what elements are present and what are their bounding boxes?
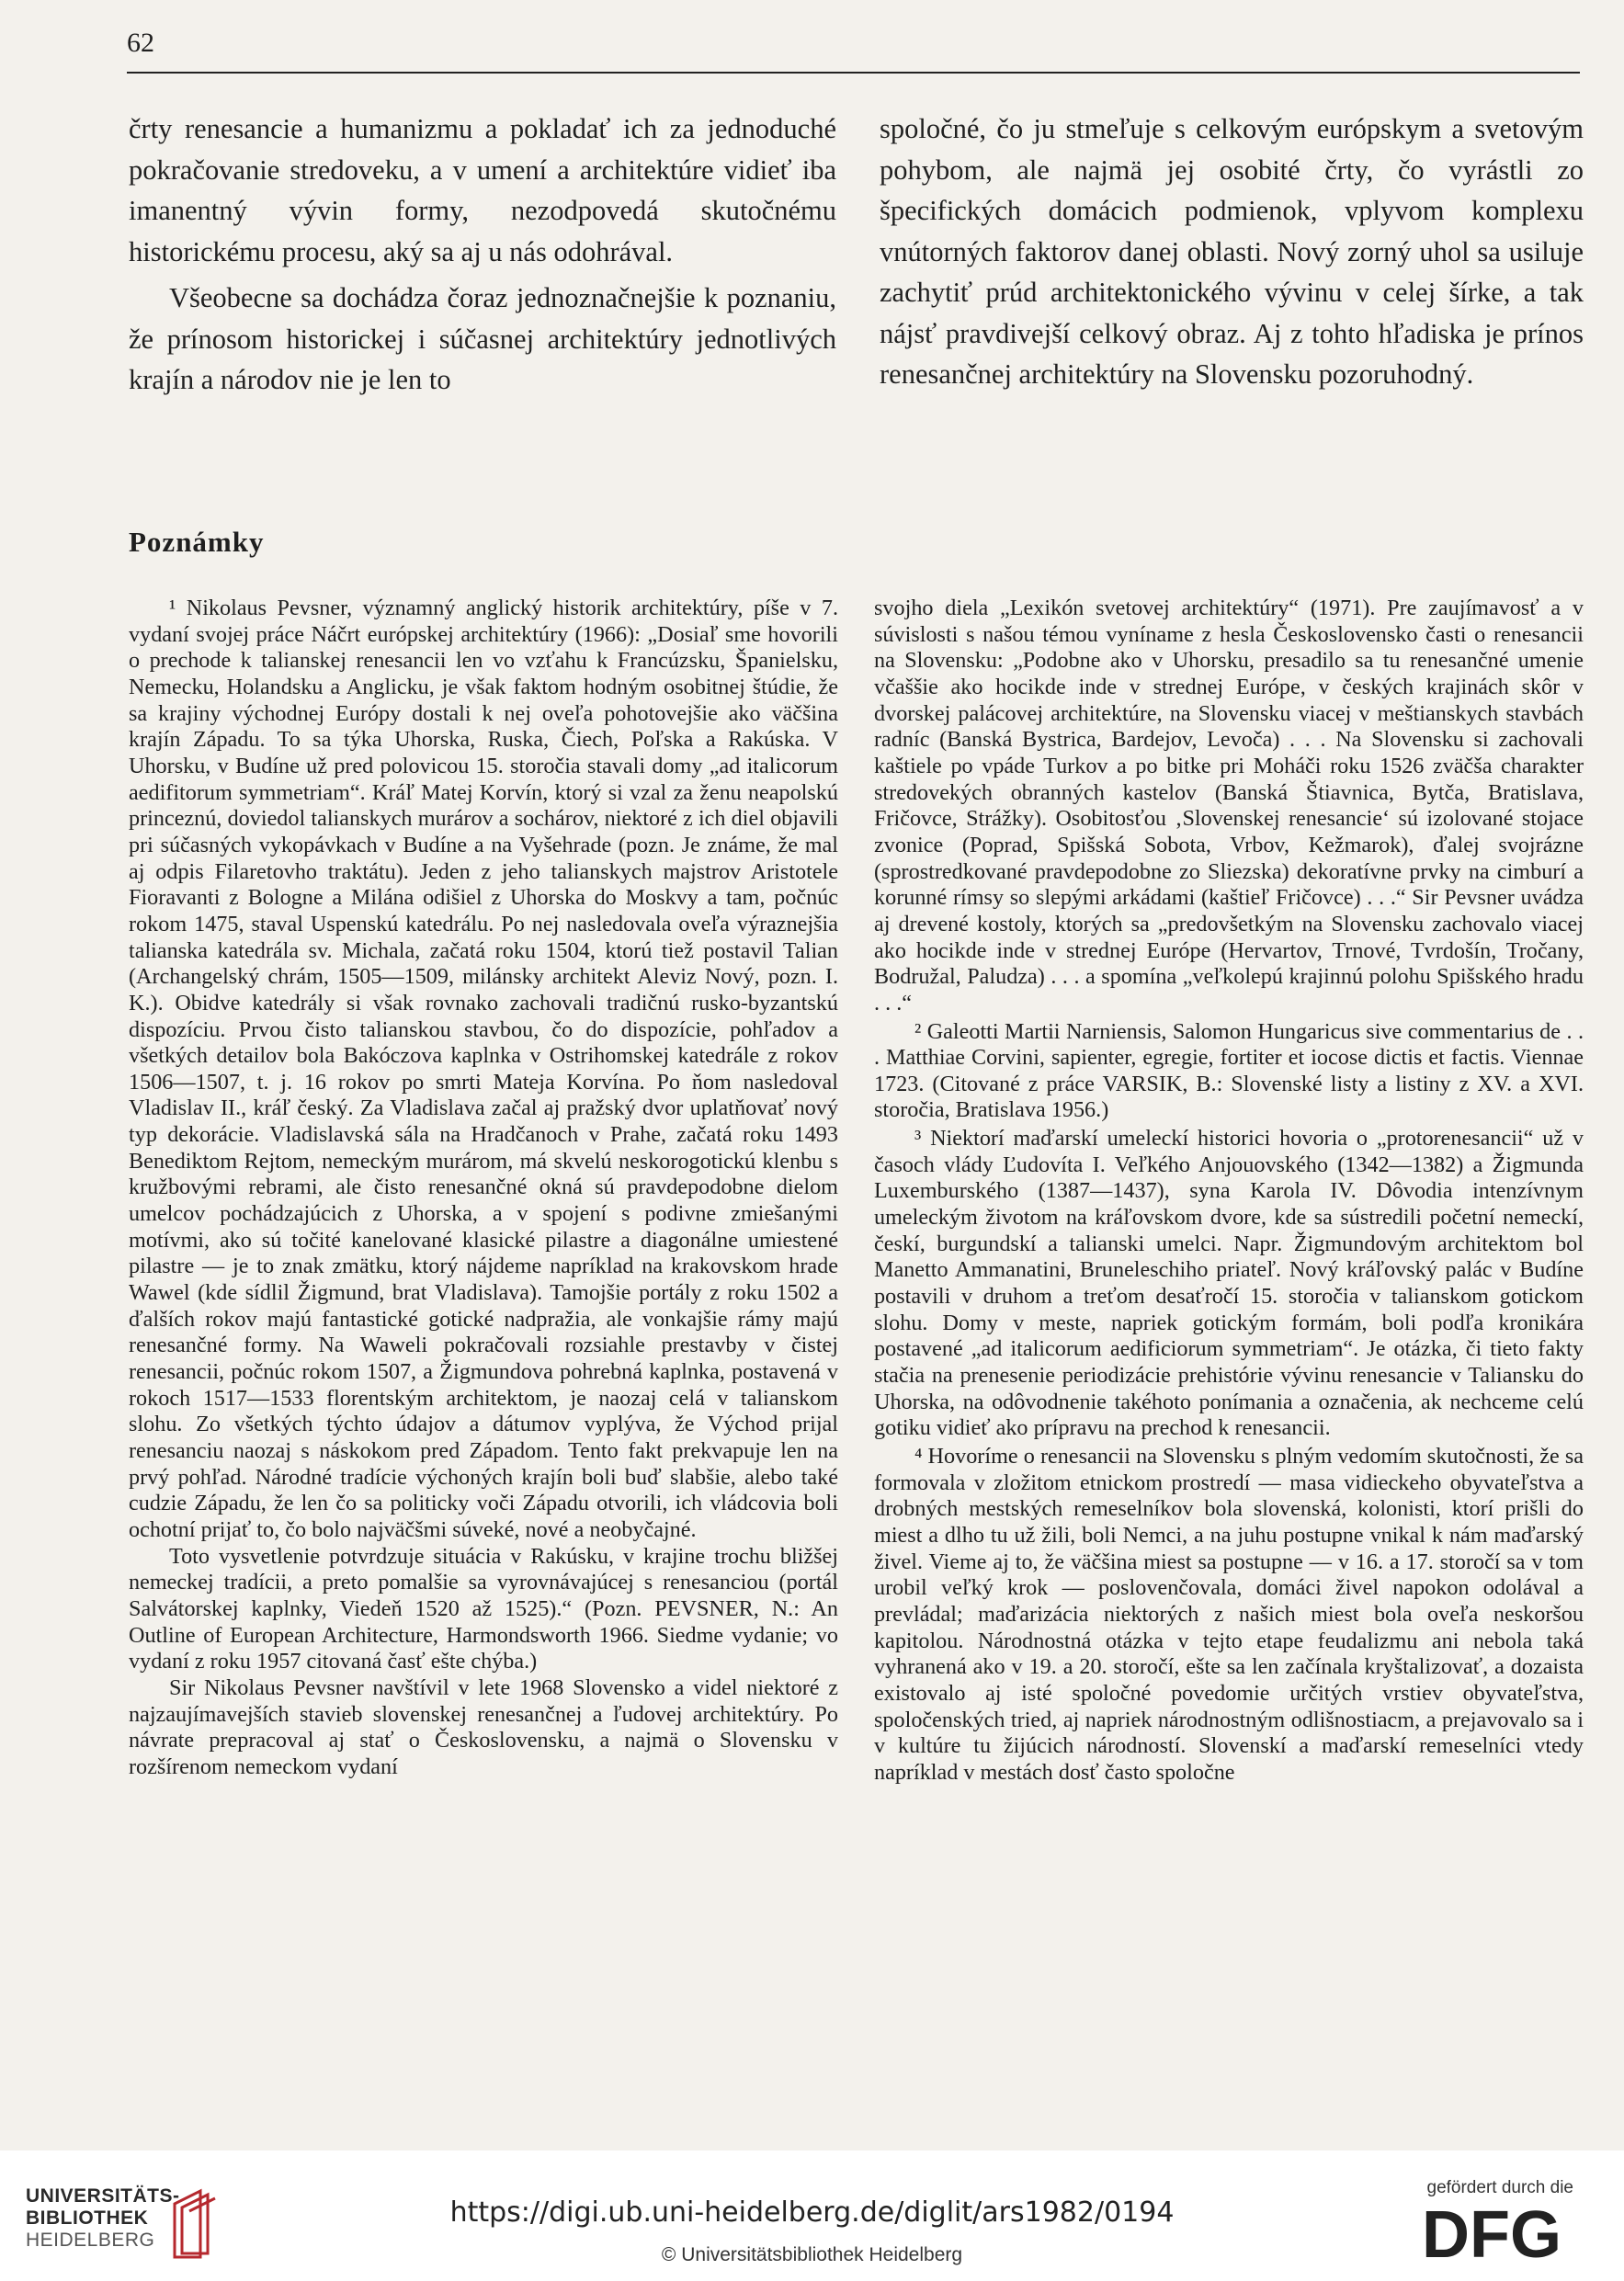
logo-line: BIBLIOTHEK [26,2207,149,2229]
logo-line: HEIDELBERG [26,2230,155,2251]
footnote: Sir Nikolaus Pevsner navštívil v lete 1968 Slovensko a videl niektoré z najzaujímavejších stavieb slovenskej renesančnej a ľudovej architektúry. Po návrate prepracoval aj stať o Československu, a najmä o Slovensku v rozšírenom nemeckom vydaní [129,1674,838,1779]
footnote: Toto vysvetlenie potvrdzuje situácia v Rakúsku, v krajine trochu bližšej nemeckej tradícii, a preto pomalšie sa vyrovnávajúcej s renesanciou (portál Salvátorskej kaplnky, Viedeň 1520 až 1525).“ (Pozn. PEVSNER, N.: An Outline of European Architecture, Harmondsworth 1966. Siedme vydanie; vo vydaní z roku 1957 citovaná časť ešte chýba.) [129,1543,838,1674]
header-rule [127,72,1580,74]
copyright-notice: © Universitätsbibliothek Heidelberg [661,2244,963,2265]
footnote: ⁴ Hovoríme o renesancii na Slovensku s plným vedomím skutočnosti, že sa formovala v zložitom etnickom prostredí — masa vidieckeho obyvateľstva a drobných mestských remeselníkov bola slovenská, kolonisti, ktorí prišli do miest a dlho tu už žili, boli Nemci, a na juhu postupne vnikal k nám maďarský živel. Vieme aj to, že väčšina miest sa postupne — v 16. a 17. storočí sa v tom urobil veľký krok — poslovenčovala, domáci živel napokon odolával a prevládal; maďarizácia niektorých z našich miest bola oveľa neskoršou kapitolou. Národnostná otázka v tejto etape feudalizmu ani nebola taká vyhranená ako v 19. a 20. storočí, ešte sa len začínala kryštalizovať, a dozaista existovalo aj isté spoločné povedomie určitých vrstiev obyvateľstva, spoločenských tried, aj napriek národnostným odlišnostiacm, a prejavovalo sa i v kultúre tu žijúcich národností. Slovenskí a maďarskí remeselníci vtedy napríklad v mestách dosť často spoločne [874,1444,1584,1785]
notes-column-right [874,596,1584,1787]
funding-label: gefördert durch die [1426,2178,1573,2197]
notes-column-left [129,596,838,1781]
viewer-footer [0,2150,1624,2281]
body-column-right [880,108,1584,395]
page-number: 62 [127,28,154,58]
body-column-left [129,108,836,401]
body-paragraph: Všeobecne sa dochádza čoraz jednoznačnejšie k poznaniu, že prínosom historickej i súčasnej architektúry jednotlivých krajín a národov nie je len to [129,282,836,395]
footnote: ² Galeotti Martii Narniensis, Salomon Hungaricus sive commentarius de . . . Matthiae Corvini, sapienter, egregie, fortiter et iocose dictis et factis. Viennae 1723. (Citované z práce VARSIK, B.: Slovenské listy a listiny z XV. a XVI. storočia, Bratislava 1956.) [874,1018,1584,1123]
dfg-logo[interactable] [1410,2202,1573,2264]
dfg-logo-text: DFG [1422,2202,1562,2264]
footnote: svojho diela „Lexikón svetovej architektúry“ (1971). Pre zaujímavosť a v súvislosti s našou témou vyníname z hesla Československo časti o renesancii na Slovensku: „Podobne ako v Uhorsku, presadilo sa tu renesančné umenie včaššie ako hocikde inde v strednej Európe, v českých krajinách skôr v dvorskej palácovej architektúre, na Slovensku viacej v meštianskych stavbách radníc (Banská Bystrica, Bardejov, Levoča) . . . Na Slovensku si zachovali kaštiele po vpáde Turkov a po bitke pri Moháči roku 1526 zväčša charakter stredovekých obranných kastelov (Banská Štiavnica, Bytča, Bratislava, Fričovce, Strážky). Osobitosťou ‚Slovenskej renesancie‘ sú izolované stojace zvonice (Poprad, Spišská Sobota, Vrbov, Kežmarok), ďalej svojrázne (sprostredkované pravdepodobne zo Sliezska) dekoratívne prvky na cimburí a korunné rímsy so slepými arkádami (kaštieľ Fričovce) . . .“ Sir Pevsner uvádza aj drevené kostoly, ktorých sa „predovšetkým na Slovensku zachovalo viacej ako hocikde inde v strednej Európe (Hervartov, Trnové, Tvrdošín, Tročany, Bodružal, Paludza) . . . a spomína „veľkolepú krajinnú polohu Spišského hradu . . .“ [874,596,1584,1016]
notes-heading: Poznámky [129,526,265,558]
permalink-url[interactable]: https://digi.ub.uni-heidelberg.de/diglit/ars1982/0194 [449,2196,1175,2229]
footnote: ³ Niektorí maďarskí umeleckí historici hovoria o „protorenesancii“ už v časoch vlády Ľudovíta I. Veľkého Anjouovského (1342—1382) a Žigmunda Luxemburského (1387—1437), syna Karola IV. Dôvodia intenzívnym umeleckým životom na kráľovskom dvore, kde sa sústredili početní nemeckí, českí, burgundskí a talianski umelci. Napr. Žigmundovým architektom bol Manetto Ammanatini, Bruneleschiho priateľ. Nový kráľovský palác v Budíne postavili v druhom a treťom desaťročí 15. storočia v talianskom gotickom slohu. Domy v meste, napriek gotickým formám, boli podľa kronikára postavené „ad italicorum aedificiorum symmetriam“. Je otázka, či tieto fakty stačia na prenesenie periodizácie prehistórie vývinu renesancie v Taliansku do Uhorska, na odôvodnenie takéhoto ponímania a označenia, ak nechceme celú gotiku vidieť ako prípravu na prechod k renesancii. [874,1126,1584,1441]
body-paragraph: črty renesancie a humanizmu a pokladať ich za jednoduché pokračovanie stredoveku, a v umení a architektúre vidieť iba imanentný vývin formy, nezodpovedá skutočnému historickému procesu, aký sa aj u nás odohrával. [129,113,836,267]
footnote: ¹ Nikolaus Pevsner, významný anglický historik architektúry, píše v 7. vydaní svojej práce Náčrt európskej architektúry (1966): „Dosiaľ sme hovorili o prechode k talianskej renesancii len vo vzťahu k Francúzsku, Španielsku, Nemecku, Holandsku a Anglicku, je však faktom hodným osobitnej štúdie, že sa krajiny východnej Európy dostali k nej oveľa pohotovejšie ako väčšina krajín Západu. To sa týka Uhorska, Ruska, Čiech, Poľska a Rakúska. V Uhorsku, v Budíne už pred polovicou 15. storočia stavali domy „ad italicorum aedifitorum symmetriam“. Kráľ Matej Korvín, ktorý si vzal za ženu neapolskú princeznú, doviedol talianskych murárov a sochárov, niektoré z ich diel objavili pri súčasných vykopávkach v Budíne a na Vyšehrade (pozn. Je známe, že mal aj odpis Filaretovho traktátu). Jeden z jeho talianskych majstrov Aristotele Fioravanti z Bologne a Milána odišiel z Uhorska do Moskvy a tam, počnúc rokom 1475, staval Uspenskú katedrálu. Po nej nasledovala oveľa výraznejšia talianska katedrála sv. Michala, začatá roku 1504, ktorú tiež postavil Talian (Archangelský chrám, 1505—1509, milánsky architekt Aleviz Nový, pozn. I. K.). Obidve katedrály si však rovnako zachovali tradičnú rusko-byzantskú dispozíciu. Prvou čisto talianskou stavbou, čo do dispozície, pohľadov a všetkých detailov bola Bakóczova kaplnka v Ostrihomskej katedrále z rokov 1506—1507, t. j. 16 rokov po smrti Mateja Korvína. Po ňom nasledoval Vladislav II., kráľ český. Za Vladislava začal aj pražský dvor uplatňovať nový typ dekorácie. Vladislavská sála na Hradčanoch v Prahe, začatá roku 1493 Benediktom Rejtom, nemeckým murárom, má skvelú neskorogotickú klenbu s kružbovými rebrami, ale čisto renesančné okná sú pravdepodobne dielom umelcov pochádzajúcich z Uhorska, a v spojení s podivne zmiešanými motívmi, ako sú točité kanelované klasické pilastre a diagonálne umiestené pilastre — je to znak zmätku, ktorý nájdeme napríklad na krakovskom hrade Wawel (kde sídlil Žigmund, brat Vladislava). Tamojšie portály z roku 1502 a ďalších rokov majú fantastické gotické nadpražia, ale vonkajšie rámy majú renesančné formy. Na Waweli pokračovali rozsiahle prestavby v čistej renesancii, počnúc rokom 1507, a Žigmundova pohrebná kaplnka, postavená v rokoch 1517—1533 florentským architektom, je naozaj celá v talianskom slohu. Zo všetkých týchto údajov a dátumov vyplýva, že Východ prijal renesanciu naozaj s náskokom pred Západom. Tento fakt prekvapuje len na prvý pohľad. Národné tradície výchoných krajín boli buď slabšie, alebo také cudzie Západu, že len čo sa politicky voči Západu otvorili, ich vládcovia boli ochotní prijať to, čo bolo najväčšmi súveké, nové a neobyčajné. [129,596,838,1542]
body-paragraph: spoločné, čo ju stmeľuje s celkovým európskym a svetovým pohybom, ale najmä jej osobité črty, čo vyrástli zo špecifických domácich podmienok, vplyvom komplexu vnútorných faktorov danej oblasti. Nový zorný uhol sa usiluje zachytiť prúd architektonického vývinu v celej šírke, a tak nájsť pravdivejší celkový obraz. Aj z tohto hľadiska je prínos renesančnej architektúry na Slovensku pozoruhodný. [880,113,1584,390]
logo-line: UNIVERSITÄTS- [26,2185,180,2207]
